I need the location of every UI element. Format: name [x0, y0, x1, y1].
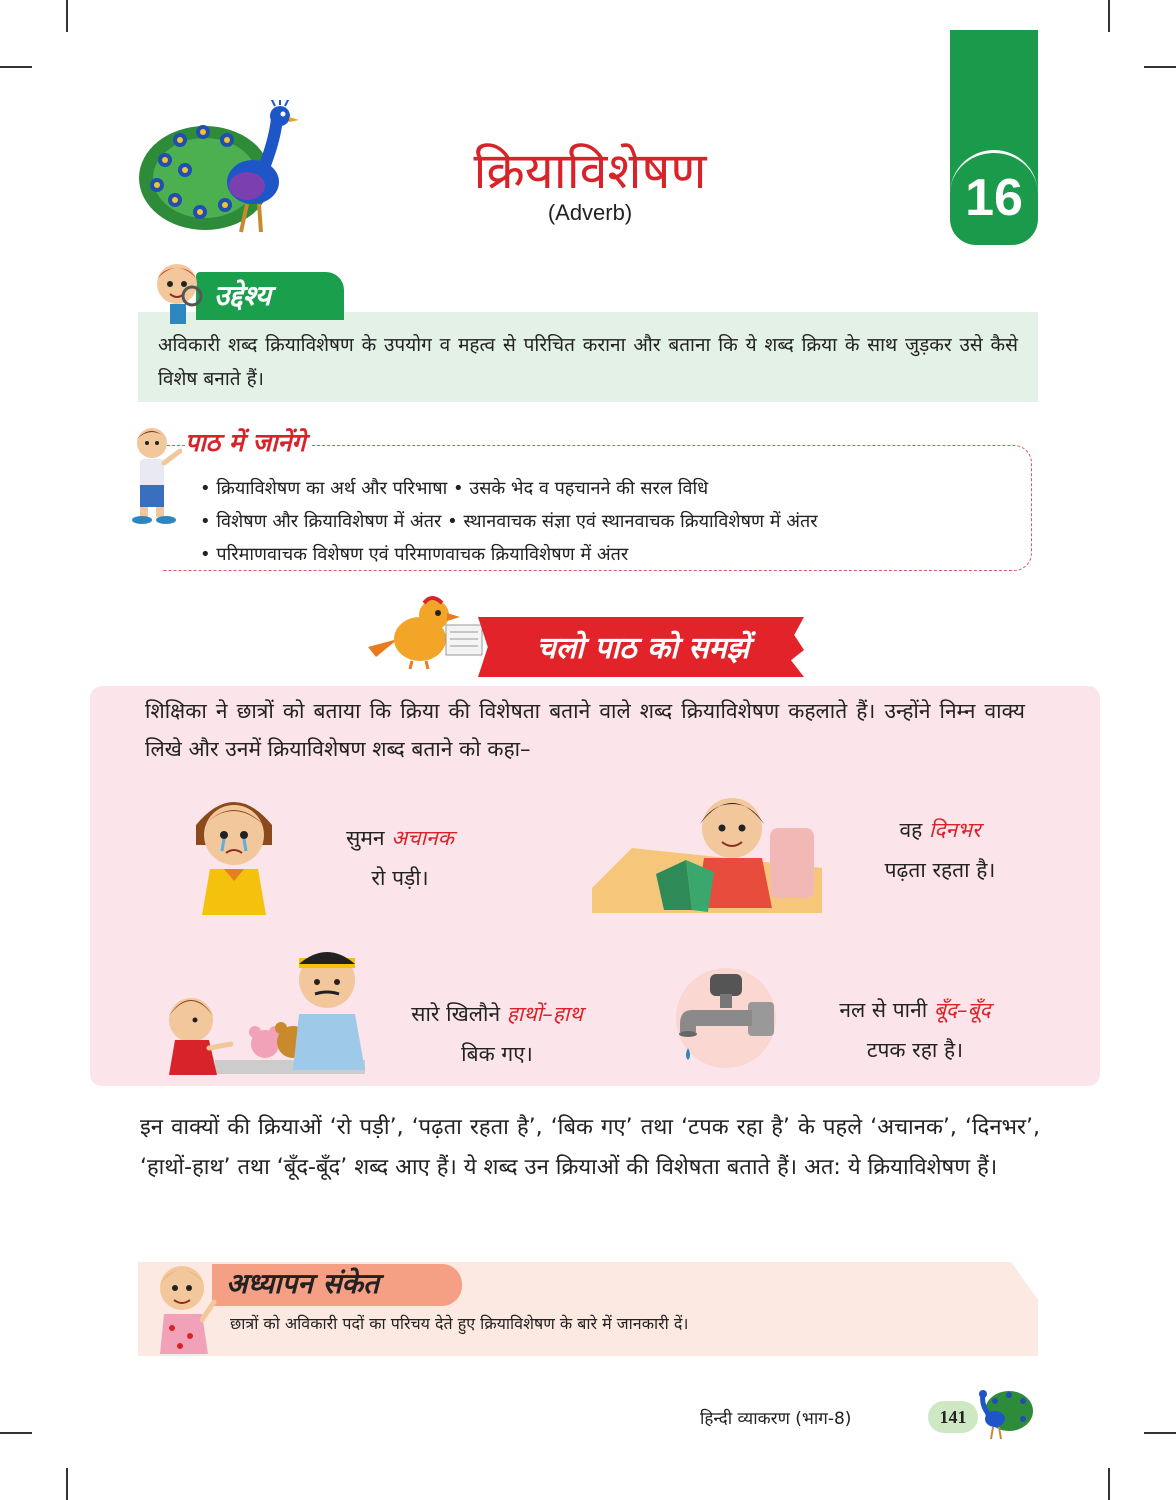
objective-text: अविकारी शब्द क्रियाविशेषण के उपयोग व महत्व से परिचित कराना और बताना कि ये शब्द क्रिया के साथ जुड़कर उसे कैसे विशेष बनाते हैं।	[158, 334, 1018, 390]
boy-waving-illustration	[150, 1258, 222, 1354]
example-line-1	[795, 990, 1035, 1030]
learn-item: • विशेषण और क्रियाविशेषण में अंतर • स्थानवाचक संज्ञा एवं स्थानवाचक क्रियाविशेषण में अंतर	[200, 511, 818, 532]
chapter-title: क्रियाविशेषण	[473, 142, 707, 200]
example-sentence-1	[300, 818, 500, 898]
chapter-number: 16	[965, 169, 1023, 227]
example-line-2	[300, 858, 500, 898]
example-post: बिक गए।	[461, 1042, 533, 1066]
example-pre: वह	[899, 818, 929, 842]
peacock-icon	[975, 1385, 1035, 1440]
bird-reading-newspaper-illustration	[368, 595, 488, 670]
chapter-subtitle: (Adverb)	[547, 200, 633, 225]
conclusion-text: इन वाक्यों की क्रियाओं ‘रो पड़ी’, ‘पढ़ता रहता है’, ‘बिक गए’ तथा ‘टपक रहा है’ के पहले ‘अचानक’, ‘दिनभर’, ‘हाथों-हाथ’ तथा ‘बूँद-बूँद’ शब्द आए हैं। ये शब्द उन क्रियाओं की विशेषता बताते हैं। अत: ये क्रियाविशेषण हैं।	[140, 1115, 1040, 1180]
learn-item: • क्रियाविशेषण का अर्थ और परिभाषा • उसके भेद व पहचानने की सरल विधि	[200, 478, 709, 499]
example-line-1	[372, 994, 622, 1034]
example-line-2	[795, 1030, 1035, 1070]
example-sentence-3	[372, 994, 622, 1074]
example-sentence-4	[795, 990, 1035, 1070]
page-number: 141	[928, 1401, 978, 1433]
learn-item: • परिमाणवाचक विशेषण एवं परिमाणवाचक क्रियाविशेषण में अंतर	[200, 544, 629, 565]
boy-reading-book-illustration	[592, 788, 822, 913]
crop-mark	[1108, 0, 1110, 32]
crop-mark	[66, 1468, 68, 1500]
teaching-hint-text: छात्रों को अविकारी पदों का परिचय देते हुए क्रियाविशेषण के बारे में जानकारी दें।	[230, 1314, 689, 1333]
section-banner-text: चलो पाठ को समझें	[536, 631, 750, 666]
example-pre: नल से पानी	[839, 998, 934, 1022]
example-adverb: दिनभर	[928, 818, 981, 842]
crop-mark	[1144, 1432, 1176, 1434]
example-sentence-2	[850, 810, 1030, 890]
crop-mark	[1108, 1468, 1110, 1500]
example-pre: सुमन	[346, 826, 392, 850]
crop-mark	[0, 1432, 32, 1434]
example-line-1	[850, 810, 1030, 850]
footer-book-title: हिन्दी व्याकरण (भाग-8)	[700, 1409, 852, 1429]
crying-girl-illustration	[188, 785, 280, 915]
example-line-1	[300, 818, 500, 858]
learn-section-title: पाठ में जानेंगे	[185, 425, 312, 459]
example-line-2	[372, 1034, 622, 1074]
dripping-tap-illustration	[672, 968, 780, 1073]
example-post: टपक रहा है।	[866, 1038, 964, 1062]
boy-with-magnifier-illustration	[150, 258, 204, 324]
teaching-hint-label: अध्यापन संकेत	[226, 1267, 379, 1300]
example-line-2	[850, 850, 1030, 890]
lesson-intro-text: शिक्षिका ने छात्रों को बताया कि क्रिया की विशेषता बताने वाले शब्द क्रियाविशेषण कहलाते हैं। उन्होंने निम्न वाक्य लिखे और उनमें क्रियाविशेषण शब्द बताने को कहा–	[145, 699, 1025, 761]
crop-mark	[66, 0, 68, 32]
example-adverb: अचानक	[391, 826, 454, 850]
example-adverb: बूँद–बूँद	[933, 998, 991, 1022]
example-pre: सारे खिलौने	[411, 1002, 507, 1026]
boy-pointing-illustration	[128, 425, 182, 525]
peacock-illustration	[135, 100, 315, 240]
example-adverb: हाथों–हाथ	[506, 1002, 583, 1026]
crop-mark	[0, 66, 32, 68]
crop-mark	[1144, 66, 1176, 68]
example-post: रो पड़ी।	[371, 866, 429, 890]
objective-label: उद्देश्य	[214, 279, 272, 312]
example-post: पढ़ता रहता है।	[884, 858, 996, 882]
shopkeeper-and-girl-illustration	[155, 940, 380, 1075]
